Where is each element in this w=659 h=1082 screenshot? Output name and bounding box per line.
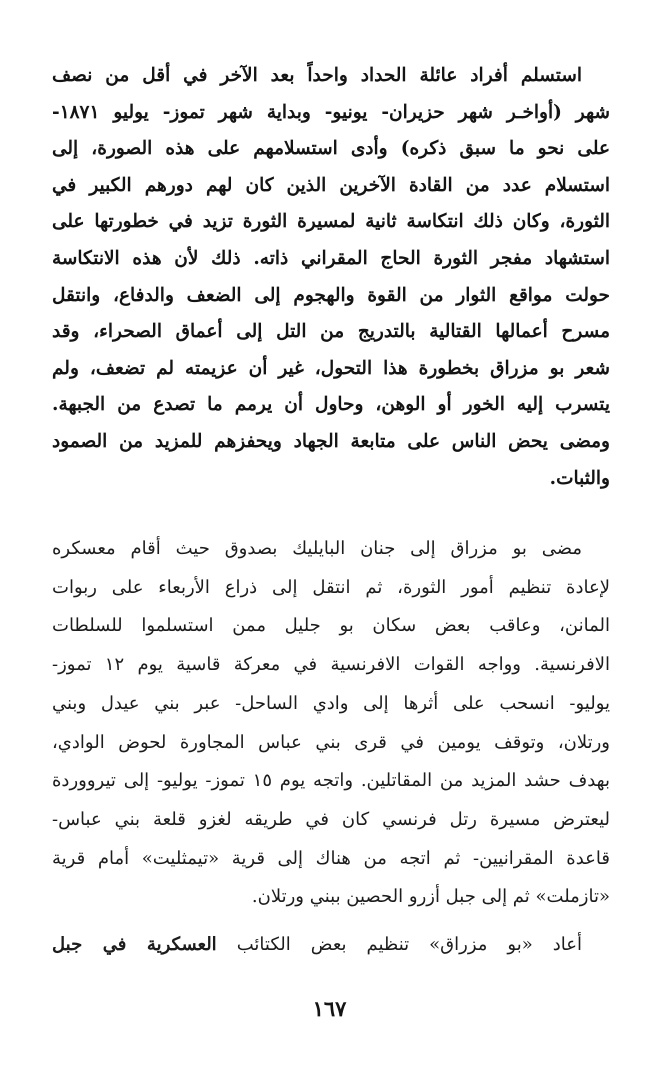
page-number: ١٦٧	[312, 996, 347, 1021]
text-line: مضى بو مزراق إلى جنان البايليك بصدوق حيث أقام معسكره	[52, 538, 582, 559]
text-line: ليعترض مسيرة رتل فرنسي كان في طريقه لغزو قلعة بني عباس-	[52, 808, 610, 830]
paragraph-2	[52, 530, 610, 917]
paragraph-3-regular: أعاد «بو مزراق» تنظيم بعض الكتائب	[236, 934, 582, 955]
text-line: والثبات.	[549, 467, 610, 489]
text-line: شهر (أواخـر شهر حزيران- يونيو- وبداية شهر تموز- يوليو ١٨٧١-	[52, 101, 610, 123]
text-line: استسلم أفراد عائلة الحداد واحداً بعد الآخر في أقل من نصف	[52, 65, 582, 86]
text-line: ومضى يحض الناس على متابعة الجهاد ويحفزهم للمزيد من الصمود	[52, 430, 610, 452]
paragraph-1	[52, 58, 610, 497]
paragraph-3-bold: العسكرية في جبل	[52, 934, 217, 955]
text-line: الثورة، وكان ذلك انتكاسة ثانية لمسيرة الثورة تزيد في خطورتها على	[52, 211, 610, 233]
text-line: استشهاد مفجر الثورة الحاج المقراني ذاته. ذلك لأن هذه الانتكاسة	[52, 247, 610, 269]
text-line: يوليو- انسحب على أثرها إلى وادي الساحل- عبر بني عيدل وبني	[52, 692, 610, 714]
text-line: المانن، وعاقب بعض سكان بو جليل ممن استسلموا للسلطات	[52, 615, 610, 637]
text-line: مسرح أعمالها القتالية بالتدريج من التل إلى أعماق الصحراء، وقد	[52, 321, 610, 343]
text-line	[52, 927, 610, 963]
text-line: الافرنسية. وواجه القوات الافرنسية في معركة قاسية يوم ١٢ تموز-	[52, 654, 610, 676]
text-line: بهدف حشد المزيد من المقاتلين. واتجه يوم ١٥ تموز- يوليو- إلى تيرووردة	[52, 770, 610, 792]
text-line: ورتلان، وتوقف يومين في قرى بني عباس المجاورة لحوض الوادي،	[52, 731, 610, 753]
text-line: على نحو ما سبق ذكره) وأدى استسلامهم على هذه الصورة، إلى	[52, 138, 610, 160]
text-line: يتسرب إليه الخور أو الوهن، وحاول أن يرمم ما تصدع من الجبهة.	[52, 394, 610, 416]
text-line: شعر بو مزراق بخطورة هذا التحول، غير أن عزيمته لم تضعف، ولم	[52, 357, 610, 379]
text-line: استسلام عدد من القادة الآخرين الذين كان لهم دورهم الكبير في	[52, 174, 610, 196]
text-line: حولت مواقع الثوار من القوة والهجوم إلى الضعف والدفاع، وانتقل	[52, 284, 610, 306]
paragraph-3	[52, 927, 610, 963]
text-line: لإعادة تنظيم أمور الثورة، ثم انتقل إلى ذراع الأربعاء على ربوات	[52, 576, 610, 598]
text-line: قاعدة المقرانيين- ثم اتجه من هناك إلى قرية «تيمثليت» أمام قرية	[52, 847, 610, 869]
text-line: «تازملت» ثم إلى جبل أزرو الحصين ببني ورتلان.	[251, 886, 610, 908]
